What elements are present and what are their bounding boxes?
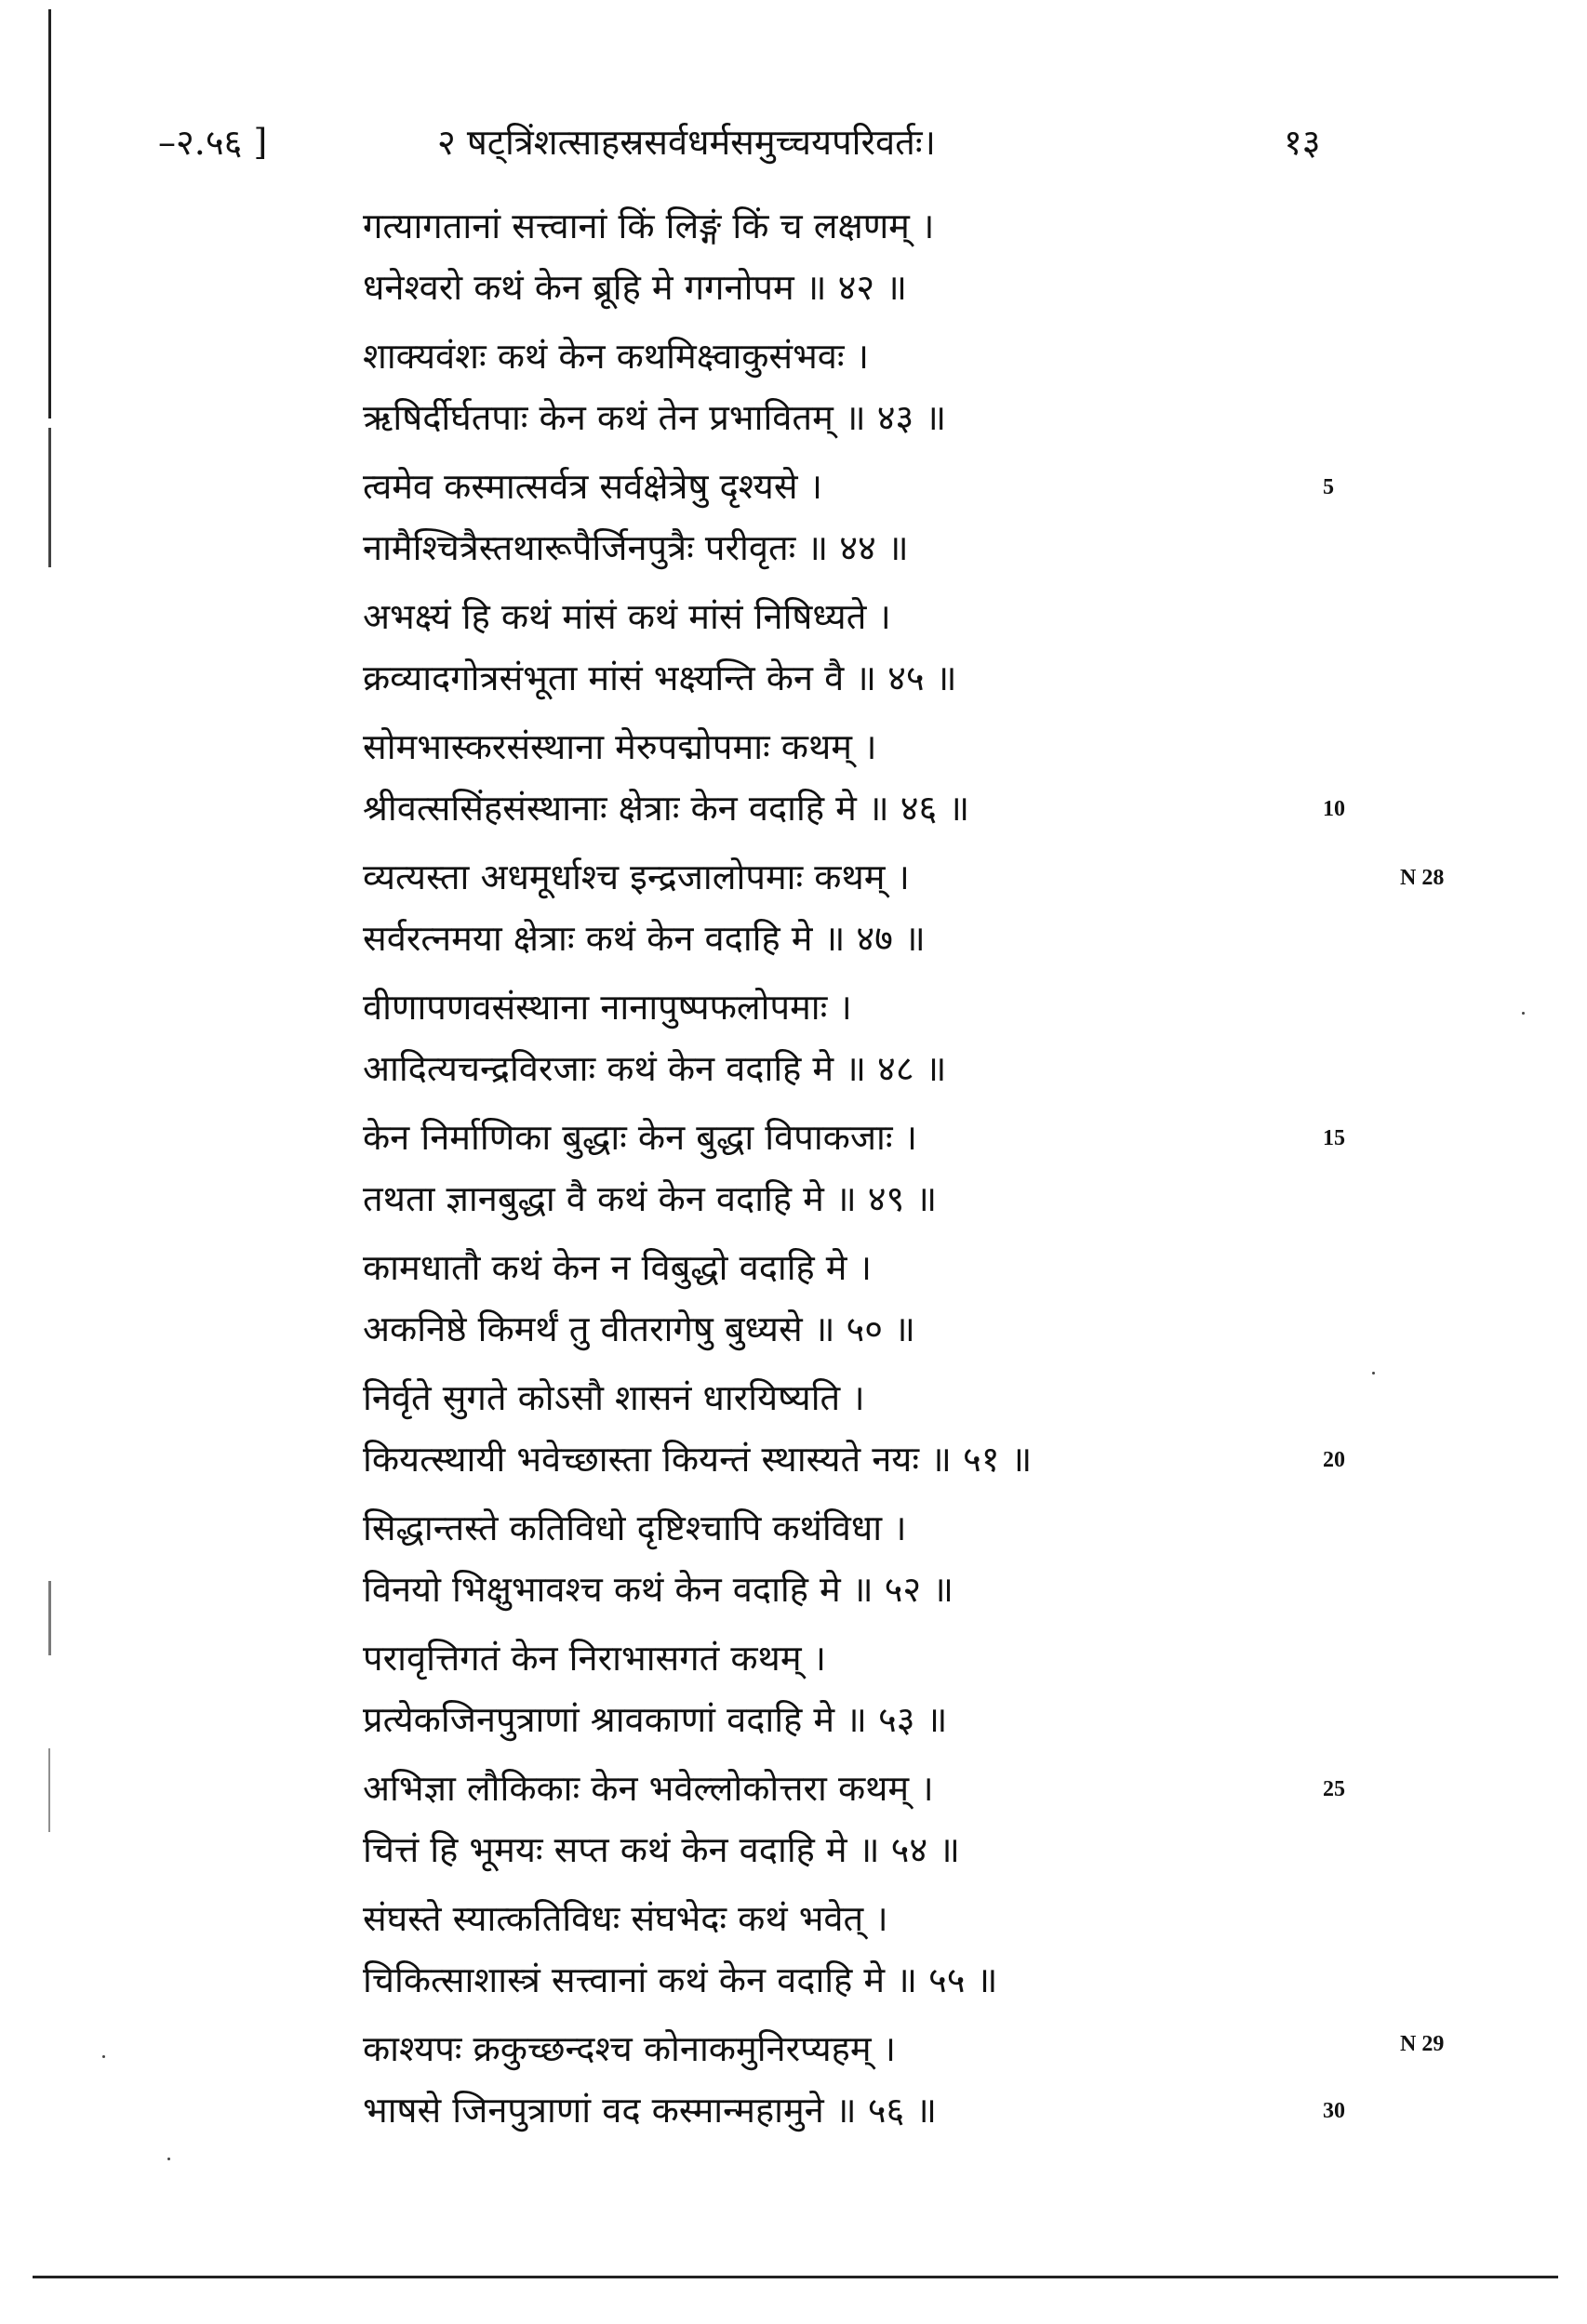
footer-rule: [33, 2276, 1558, 2278]
verse-line: वीणापणवसंस्थाना नानापुष्पफलोपमाः ।: [363, 987, 852, 1028]
verse-line: कामधातौ कथं केन न विबुद्धो वदाहि मे ।: [363, 1247, 873, 1288]
verse-block: [0, 200, 1587, 2153]
verse-line: निर्वृते सुगते कोऽसौ शासनं धारयिष्यति ।: [363, 1377, 865, 1418]
scan-speck: [167, 2158, 170, 2160]
verse-line: चित्तं हि भूमयः सप्त कथं केन वदाहि मे ॥ ५४ ॥: [363, 1829, 960, 1870]
verse-line: व्यत्यस्ता अधमूर्धाश्च इन्द्रजालोपमाः कथम् ।: [363, 857, 910, 897]
verse: [0, 1372, 1587, 1502]
verse-line: क्रव्यादगोत्रसंभूता मांसं भक्ष्यन्ति केन वै ॥ ४५ ॥: [363, 657, 957, 698]
verse: [0, 1502, 1587, 1632]
verse-line: ऋषिर्दीर्घतपाः केन कथं तेन प्रभावितम् ॥ ४३ ॥: [363, 397, 947, 438]
verse-line: तथता ज्ञानबुद्धा वै कथं केन वदाहि मे ॥ ४९ ॥: [363, 1178, 938, 1219]
margin-note: N 28: [1400, 866, 1445, 890]
verse: [0, 591, 1587, 721]
verse-line: अभिज्ञा लौकिकाः केन भवेल्लोकोत्तरा कथम् ।: [363, 1768, 934, 1809]
verse-range: –२.५६ ]: [158, 122, 268, 163]
chapter-title: २ षट्त्रिंशत्साहस्रसर्वधर्मसमुच्चयपरिवर्तः।: [437, 122, 936, 163]
page-number: १३: [1284, 122, 1321, 163]
verse-line: संघस्ते स्यात्कतिविधः संघभेदः कथं भवेत् ।: [363, 1898, 888, 1939]
verse-line: सिद्धान्तस्ते कतिविधो दृष्टिश्चापि कथंविधा ।: [363, 1507, 907, 1548]
verse-line: विनयो भिक्षुभावश्च कथं केन वदाहि मे ॥ ५२ ॥: [363, 1569, 954, 1610]
verse: [0, 460, 1587, 591]
scan-speck: [1372, 1372, 1375, 1374]
verse: [0, 2023, 1587, 2153]
verse-line: सर्वरत्नमया क्षेत्राः कथं केन वदाहि मे ॥ ४७ ॥: [363, 918, 926, 959]
verse: [0, 1892, 1587, 2023]
verse-line: नामैश्चित्रैस्तथारूपैर्जिनपुत्रैः परीवृतः ॥ ४४ ॥: [363, 527, 909, 568]
verse: [0, 851, 1587, 981]
line-number: 30: [1323, 2099, 1345, 2123]
verse-line: अकनिष्ठे किमर्थं तु वीतरागेषु बुध्यसे ॥ ५० ॥: [363, 1308, 915, 1349]
verse-line: काश्यपः क्रकुच्छन्दश्च कोनाकमुनिरप्यहम् ।: [363, 2028, 897, 2069]
verse: [0, 200, 1587, 330]
verse-line: अभक्ष्यं हि कथं मांसं कथं मांसं निषिध्यते ।: [363, 596, 891, 637]
scan-speck: [102, 2055, 105, 2058]
verse-line: चिकित्साशास्त्रं सत्त्वानां कथं केन वदाहि मे ॥ ५५ ॥: [363, 1959, 998, 2000]
verse-line: आदित्यचन्द्रविरजाः कथं केन वदाहि मे ॥ ४८ ॥: [363, 1048, 947, 1089]
verse-line: त्वमेव कस्मात्सर्वत्र सर्वक्षेत्रेषु दृश्यसे ।: [363, 466, 823, 507]
line-number: 5: [1323, 475, 1334, 499]
line-number: 20: [1323, 1448, 1345, 1472]
line-number: 10: [1323, 797, 1345, 821]
verse: [0, 721, 1587, 851]
scan-speck: [1522, 1012, 1525, 1015]
verse-line: भाषसे जिनपुत्राणां वद कस्मान्महामुने ॥ ५६ ॥: [363, 2090, 938, 2131]
line-number: 15: [1323, 1126, 1345, 1150]
verse-line: शाक्यवंशः कथं केन कथमिक्ष्वाकुसंभवः ।: [363, 336, 870, 377]
verse-line: केन निर्माणिका बुद्धाः केन बुद्धा विपाकजाः ।: [363, 1117, 918, 1158]
verse-line: परावृत्तिगतं केन निराभासगतं कथम् ।: [363, 1638, 827, 1679]
margin-note: N 29: [1400, 2032, 1445, 2056]
verse: [0, 1242, 1587, 1372]
verse-line: सोमभास्करसंस्थाना मेरुपद्मोपमाः कथम् ।: [363, 726, 877, 767]
verse-line: प्रत्येकजिनपुत्राणां श्रावकाणां वदाहि मे ॥ ५३ ॥: [363, 1699, 948, 1740]
verse: [0, 1762, 1587, 1892]
verse: [0, 981, 1587, 1111]
verse: [0, 1111, 1587, 1242]
page-header: [0, 117, 1587, 173]
line-number: 25: [1323, 1777, 1345, 1801]
verse-line: श्रीवत्ससिंहसंस्थानाः क्षेत्राः केन वदाहि मे ॥ ४६ ॥: [363, 788, 970, 829]
verse-line: गत्यागतानां सत्त्वानां किं लिङ्गं किं च लक्षणम् ।: [363, 206, 935, 246]
verse-line: कियत्स्थायी भवेच्छास्ता कियन्तं स्थास्यते नयः ॥ ५१ ॥: [363, 1439, 1033, 1480]
verse: [0, 330, 1587, 460]
verse: [0, 1632, 1587, 1762]
verse-line: धनेश्वरो कथं केन ब्रूहि मे गगनोपम ॥ ४२ ॥: [363, 267, 908, 308]
